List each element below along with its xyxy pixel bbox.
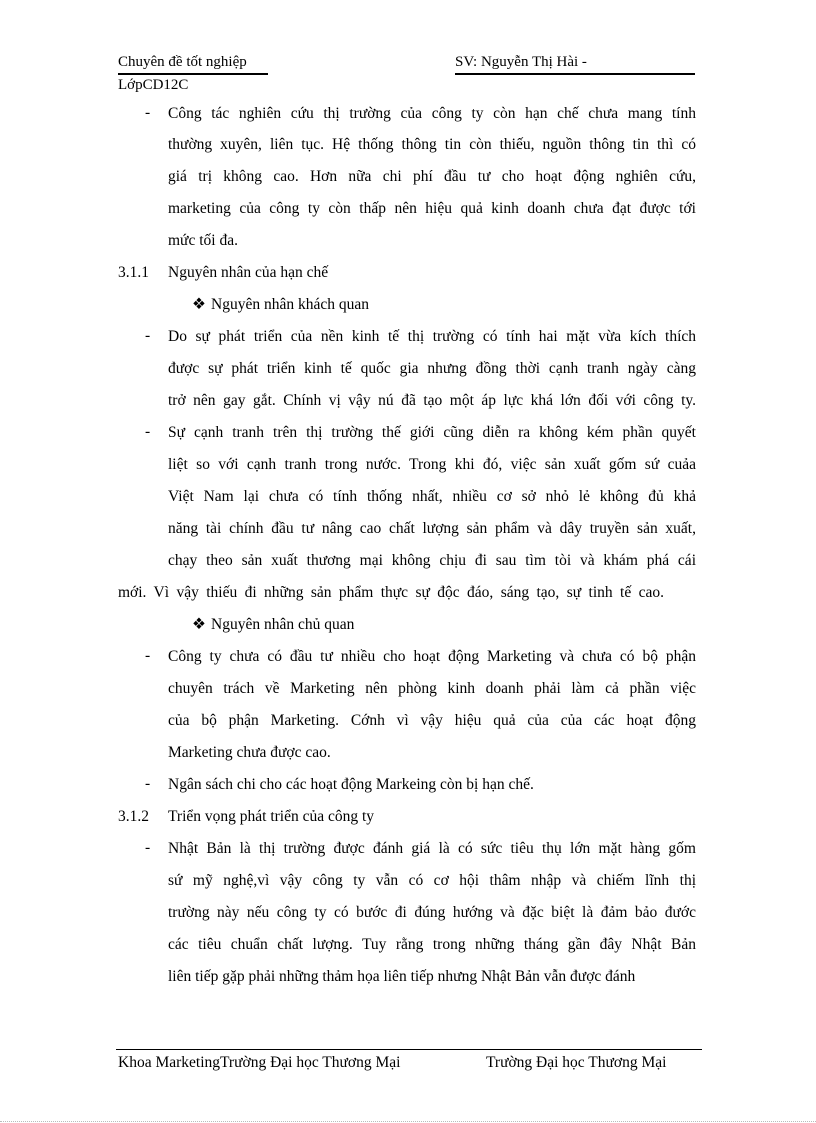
- p1-line-2: thường xuyên, liên tục. Hệ thống thông tin còn thiếu, nguồn thông tin thì có: [168, 136, 696, 153]
- p6-line-4: các tiêu chuẩn chất lượng. Tuy rằng trong những tháng gần đây Nhật Bản: [168, 936, 696, 953]
- dash-1: -: [145, 104, 151, 121]
- p4-line-1: Công ty chưa có đầu tư nhiều cho hoạt động Marketing và chưa có bộ phận: [168, 648, 696, 665]
- p3-line-1: Sự cạnh tranh trên thị trường thế giới cũng diễn ra không kém phần quyết: [168, 424, 696, 441]
- page-edge-dotted-line: [0, 1121, 816, 1122]
- section-312-title: Triển vọng phát triển của công ty: [168, 808, 375, 825]
- section-311-number: 3.1.1: [118, 264, 149, 281]
- p5-line-1: Ngân sách chi cho các hoạt động Markeing còn bị hạn chế.: [168, 776, 534, 793]
- header-right: SV: Nguyễn Thị Hài -: [455, 54, 587, 70]
- dash-5: -: [145, 775, 151, 792]
- footer-right: Trường Đại học Thương Mại: [486, 1054, 667, 1071]
- p3-line-2: liệt so với cạnh tranh trong nước. Trong khi đó, việc sản xuất gốm sứ cuảa: [168, 456, 696, 473]
- p1-line-5: mức tối đa.: [168, 232, 238, 249]
- header-left: Chuyên đề tốt nghiệp: [118, 54, 247, 70]
- dash-2: -: [145, 327, 151, 344]
- p4-line-2: chuyên trách về Marketing nên phòng kinh doanh phải làm cả phần việc: [168, 680, 696, 697]
- header-underline-right: [455, 73, 695, 75]
- bullet-objective-causes: Nguyên nhân khách quan: [211, 296, 369, 313]
- footer-rule: [116, 1049, 702, 1050]
- p2-line-3: trở nên gay gắt. Chính vị vậy nú đã tạo một áp lực khá lớn đối với công ty.: [168, 392, 696, 409]
- bullet-icon: ❖: [192, 296, 206, 313]
- footer-left: Khoa MarketingTrường Đại học Thương Mại: [118, 1054, 401, 1071]
- p3-line-6: mới. Vì vậy thiếu đi những sản phẩm thực sự độc đáo, sáng tạo, sự tinh tế cao.: [118, 584, 664, 601]
- p6-line-2: sứ mỹ nghệ,vì vậy công ty vẫn có cơ hội thâm nhập và chiếm lĩnh thị: [168, 872, 696, 889]
- p3-line-5: chạy theo sản xuất thương mại không chịu đi sau tìm tòi và khám phá cái: [168, 552, 696, 569]
- p3-line-3: Việt Nam lại chưa có tính thống nhất, nhiều cơ sở nhỏ lẻ không đủ khả: [168, 488, 696, 505]
- p1-line-3: giá trị không cao. Hơn nữa chi phí đầu tư cho hoạt động nghiên cứu,: [168, 168, 696, 185]
- p2-line-1: Do sự phát triển của nền kinh tế thị trường có tính hai mặt vừa kích thích: [168, 328, 696, 345]
- p3-line-4: năng tài chính đầu tư nâng cao chất lượng sản phẩm và dây truyền sản xuất,: [168, 520, 696, 537]
- section-311-title: Nguyên nhân của hạn chế: [168, 264, 329, 281]
- bullet-subjective-causes: Nguyên nhân chủ quan: [211, 616, 355, 633]
- dash-4: -: [145, 647, 151, 664]
- p1-line-4: marketing của công ty còn thấp nên hiệu quả kinh doanh chưa đạt được tới: [168, 200, 696, 217]
- dash-3: -: [145, 423, 151, 440]
- p1-line-1: Công tác nghiên cứu thị trường của công ty còn hạn chế chưa mang tính: [168, 105, 696, 122]
- dash-6: -: [145, 839, 151, 856]
- bullet-icon: ❖: [192, 616, 206, 633]
- p4-line-4: Marketing chưa được cao.: [168, 744, 331, 761]
- p4-line-3: của bộ phận Marketing. Cớnh vì vậy hiệu quả của của các hoạt động: [168, 712, 696, 729]
- p6-line-1: Nhật Bản là thị trường được đánh giá là có sức tiêu thụ lớn mặt hàng gốm: [168, 840, 696, 857]
- section-312-number: 3.1.2: [118, 808, 149, 825]
- p6-line-5: liên tiếp gặp phải những thảm họa liên tiếp nhưng Nhật Bản vẫn được đánh: [168, 968, 636, 985]
- header-continuation: LớpCD12C: [118, 77, 189, 93]
- p6-line-3: trường này nếu công ty có bước đi đúng hướng và đặc biệt là đảm bảo đước: [168, 904, 696, 921]
- p2-line-2: được sự phát triển kinh tế quốc gia nhưng đồng thời cạnh tranh ngày càng: [168, 360, 696, 377]
